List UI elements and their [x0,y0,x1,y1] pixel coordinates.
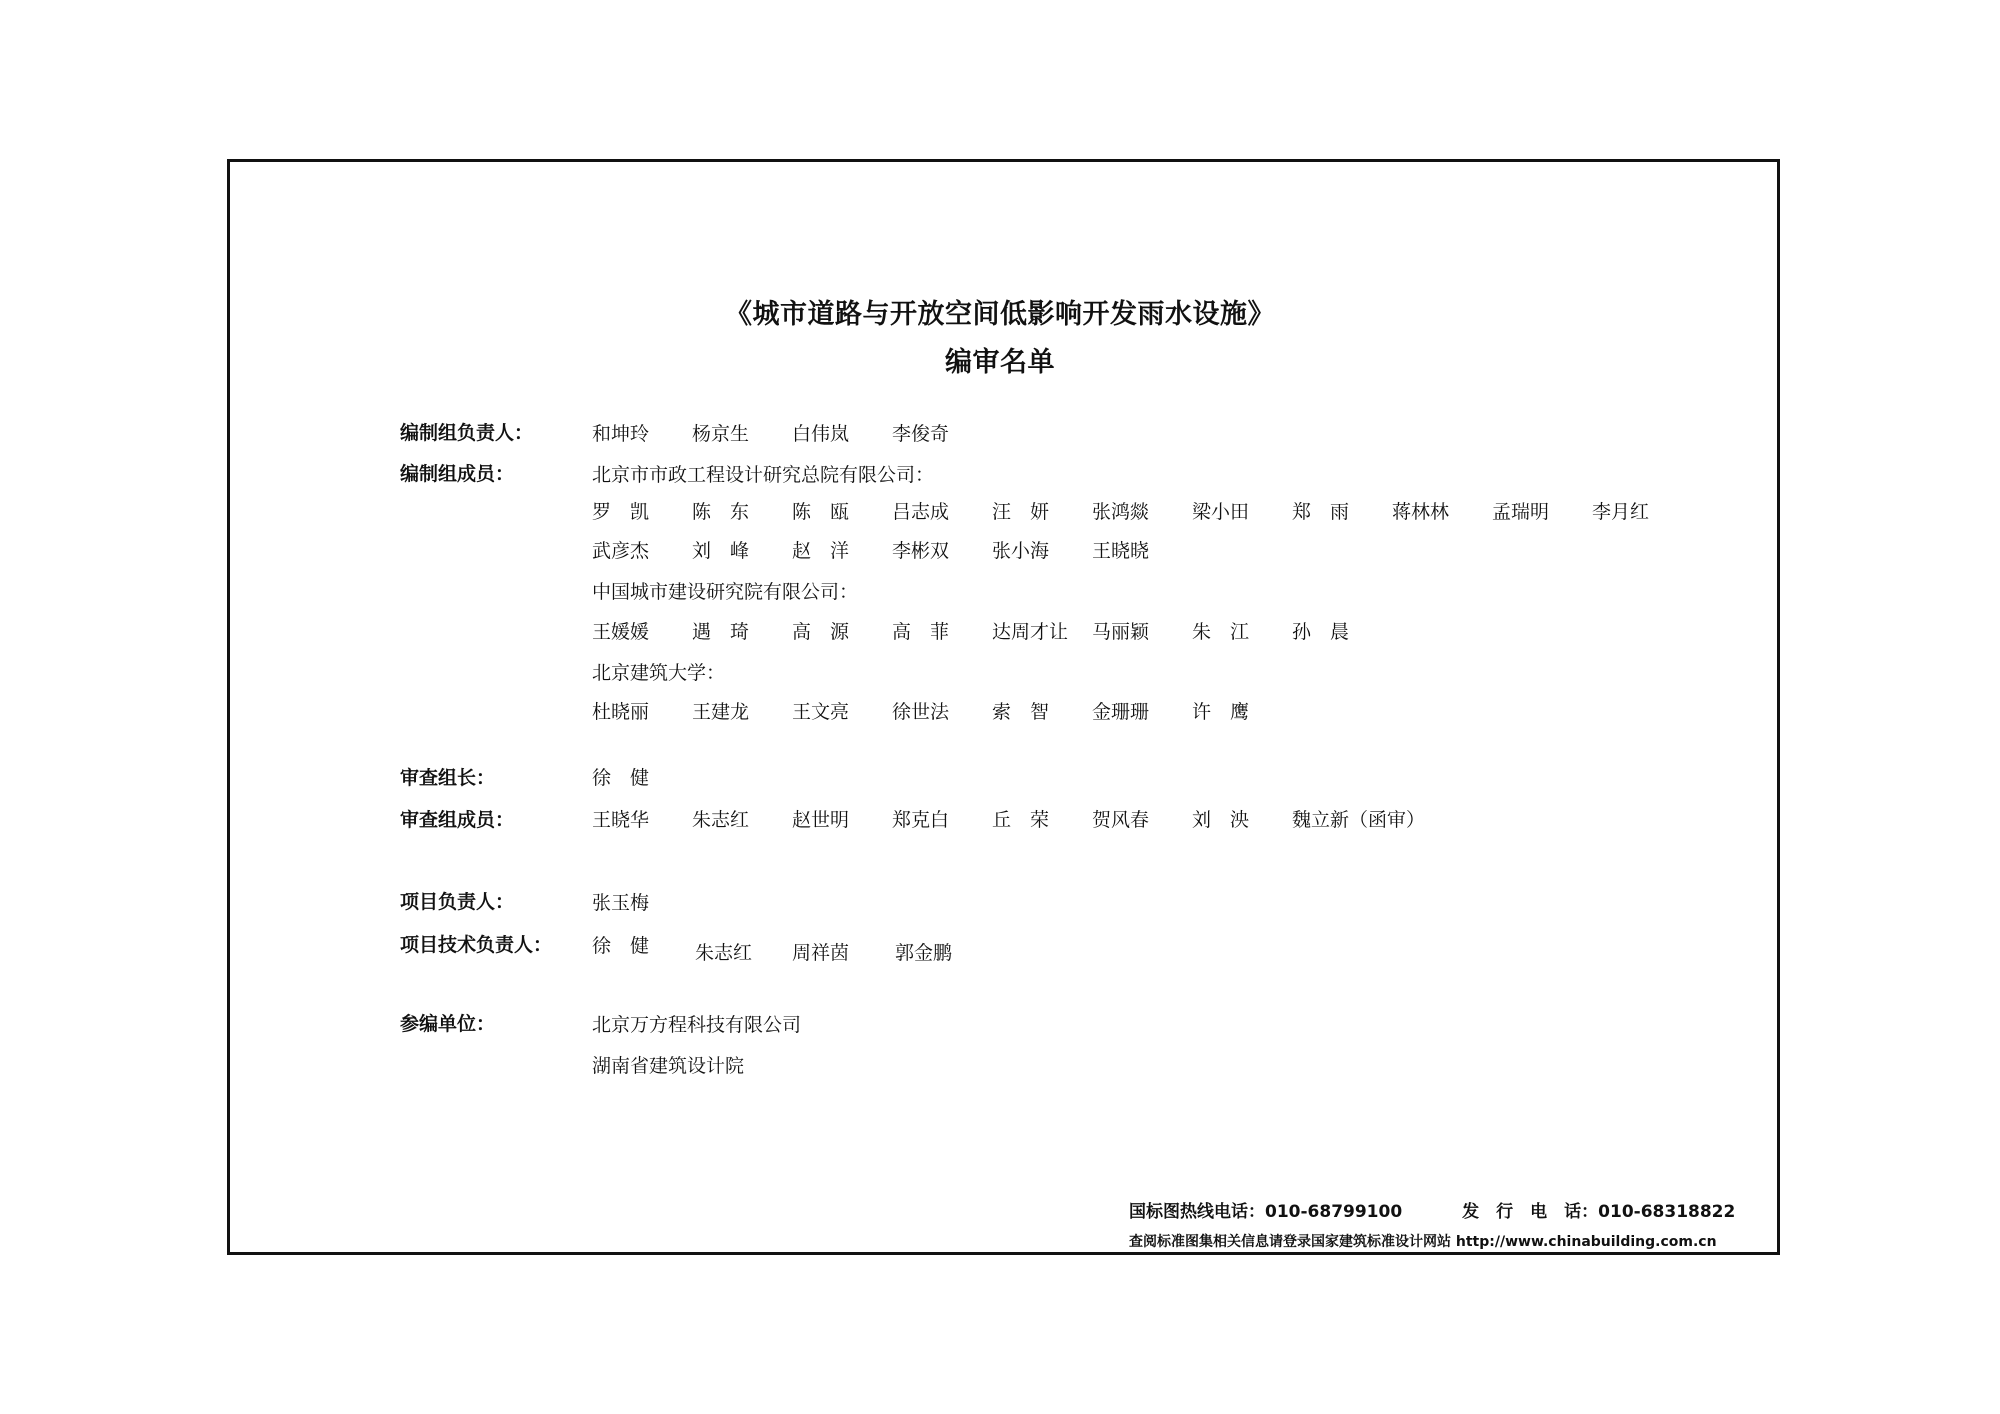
member-name: 高 菲 [892,621,950,643]
member-name: 陈 东 [692,501,750,523]
member-name: 金珊珊 [1092,701,1150,723]
member-name: 达周才让 [992,621,1069,643]
tech-lead-label: 项目技术负责人： [400,934,553,956]
member-name: 陈 瓯 [792,501,850,523]
document-title: 《城市道路与开放空间低影响开发雨水设施》 [725,299,1275,330]
reviewer-name: 刘 泱 [1192,809,1250,831]
member-name: 孙 晨 [1292,621,1350,643]
leader-name: 李俊奇 [892,423,950,445]
member-name: 许 鹰 [1192,701,1250,723]
website-note: 查阅标准图集相关信息请登录国家建筑标准设计网站 http://www.chinabuilding.com.cn [1129,1234,1717,1250]
member-name: 王晓晓 [1092,540,1150,562]
member-name: 李彬双 [892,540,950,562]
member-name: 张小海 [992,540,1050,562]
member-name: 高 源 [792,621,850,643]
tech-lead-name: 周祥茵 [792,942,850,964]
member-name: 王建龙 [692,701,750,723]
footer-phones [1129,1197,1735,1222]
member-name: 马丽颖 [1092,621,1150,643]
member-name: 朱 江 [1192,621,1250,643]
member-name: 蒋林林 [1392,501,1450,523]
reviewer-name: 魏立新（函审） [1292,809,1426,831]
leader-name: 杨京生 [692,423,750,445]
member-name: 李月红 [1592,501,1650,523]
member-name: 徐世法 [892,701,950,723]
hotline-text: 国标图热线电话：010-68799100 [1129,1202,1403,1222]
tech-lead-name: 朱志红 [695,942,753,964]
reviewer-name: 丘 荣 [992,809,1050,831]
member-name: 郑 雨 [1292,501,1350,523]
member-name: 王媛媛 [592,621,650,643]
member-name: 梁小田 [1192,501,1250,523]
member-name: 孟瑞明 [1492,501,1550,523]
member-name: 王文亮 [792,701,850,723]
review-head-label: 审查组长： [400,767,496,789]
member-name: 汪 妍 [992,501,1050,523]
unit-name: 北京万方程科技有限公司 [592,1014,802,1036]
member-name: 张鸿燚 [1092,501,1150,523]
issue-phone-text: 发 行 电 话：010-68318822 [1462,1202,1736,1222]
project-lead-name: 张玉梅 [592,892,650,914]
member-name: 刘 峰 [692,540,750,562]
units-label: 参编单位： [400,1013,496,1035]
member-name: 武彦杰 [592,540,650,562]
unit-name: 湖南省建筑设计院 [592,1055,745,1077]
reviewer-name: 郑克白 [892,809,950,831]
reviewer-name: 贺风春 [1092,809,1150,831]
project-lead-label: 项目负责人： [400,891,515,913]
document-subtitle: 编审名单 [945,347,1055,378]
members-label: 编制组成员： [400,463,515,485]
member-name: 罗 凯 [592,501,650,523]
org-name: 北京市市政工程设计研究总院有限公司： [592,464,935,486]
member-name: 遇 琦 [692,621,750,643]
reviewer-name: 王晓华 [592,809,650,831]
member-name: 索 智 [992,701,1050,723]
org-name: 北京建筑大学： [592,662,726,684]
tech-lead-name: 郭金鹏 [895,942,953,964]
member-name: 杜晓丽 [592,701,650,723]
tech-lead-name: 徐 健 [592,935,650,957]
leader-name: 白伟岚 [792,423,850,445]
member-name: 赵 洋 [792,540,850,562]
reviewer-name: 赵世明 [792,809,850,831]
reviewer-name: 朱志红 [692,809,750,831]
member-name: 吕志成 [892,501,950,523]
review-members-label: 审查组成员： [400,809,515,831]
leader-name: 和坤玲 [592,423,650,445]
org-name: 中国城市建设研究院有限公司： [592,581,859,603]
review-head-name: 徐 健 [592,767,650,789]
leaders-label: 编制组负责人： [400,422,534,444]
